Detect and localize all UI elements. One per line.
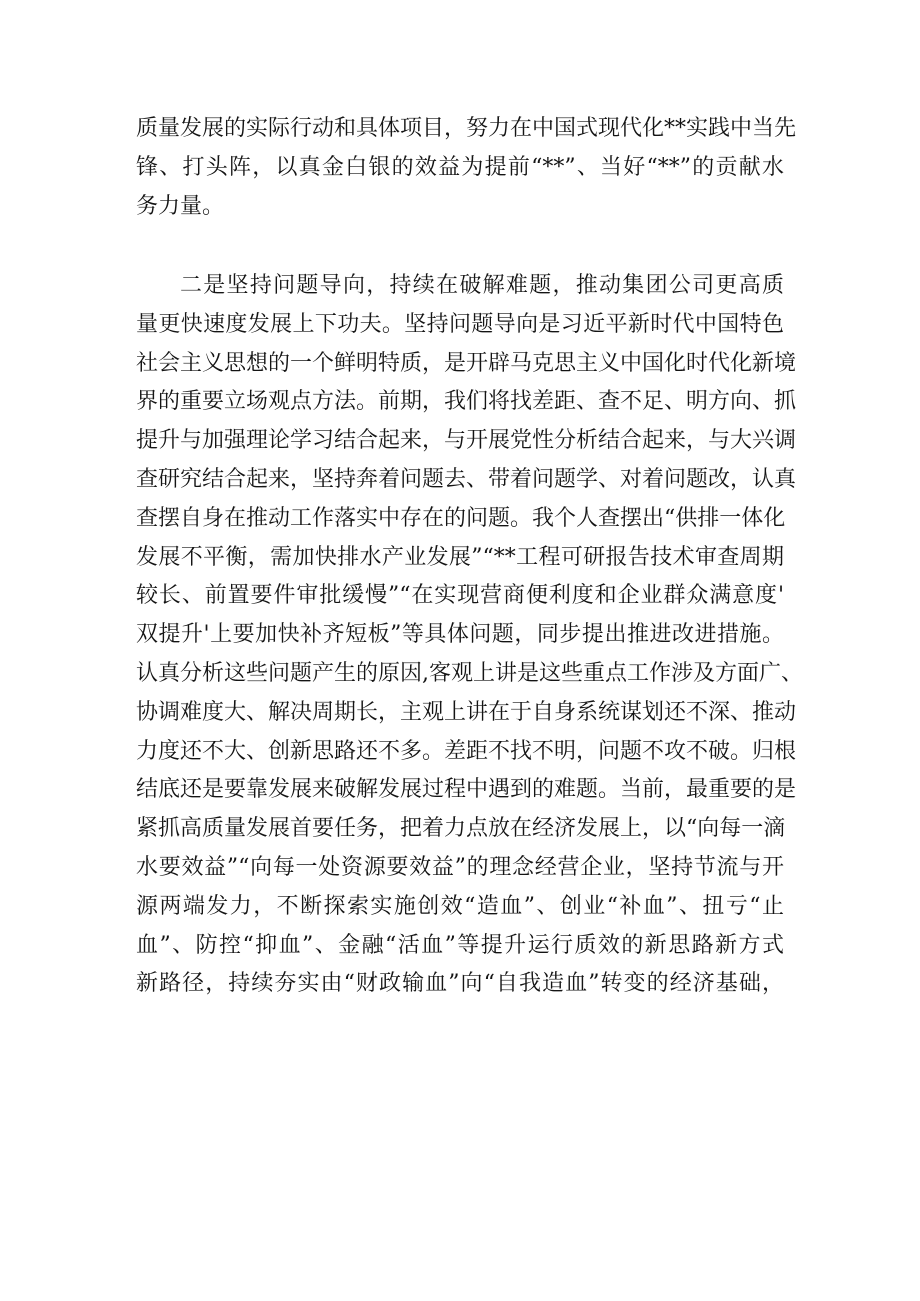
text-line: 界的重要立场观点方法。前期，我们将找差距、查不足、明方向、抓 <box>136 389 797 415</box>
text-line: 双提升'上要加快补齐短板”等具体问题，同步提出推进改进措施。 <box>136 622 784 648</box>
text-line: 二是坚持问题导向，持续在破解难题，推动集团公司更高质 <box>180 273 784 298</box>
text-line: 社会主义思想的一个鲜明特质，是开辟马克思主义中国化时代化新境 <box>136 350 797 376</box>
text-line: 新路径，持续夯实由“财政输血”向“自我造血”转变的经济基础， <box>136 971 784 997</box>
text-line: 源两端发力，不断探索实施创效“造血”、创业“补血”、扭亏“止 <box>136 893 784 919</box>
text-line: 发展不平衡，需加快排水产业发展”“**工程可研报告技术审查周期 <box>136 544 784 570</box>
text-line: 紧抓高质量发展首要任务，把着力点放在经济发展上，以“向每一滴 <box>136 816 786 842</box>
text-line: 力度还不大、创新思路还不多。差距不找不明，问题不攻不破。归根 <box>136 738 797 764</box>
text-line: 量更快速度发展上下功夫。坚持问题导向是习近平新时代中国特色 <box>136 311 784 337</box>
text-line: 协调难度大、解决周期长，主观上讲在于自身系统谋划还不深、推动 <box>136 699 797 725</box>
text-line: 提升与加强理论学习结合起来，与开展党性分析结合起来，与大兴调 <box>136 428 797 454</box>
text-line: 查研究结合起来，坚持奔着问题去、带着问题学、对着问题改，认真 <box>136 466 797 492</box>
text-line: 血”、防控“抑血”、金融“活血”等提升运行质效的新思路新方式 <box>136 932 784 958</box>
text-line: 质量发展的实际行动和具体项目，努力在中国式现代化**实践中当先 <box>136 116 797 141</box>
text-line: 认真分析这些问题产生的原因,客观上讲是这些重点工作涉及方面广、 <box>136 660 803 686</box>
paragraph-continued <box>136 110 797 226</box>
text-line: 务力量。 <box>136 193 225 219</box>
text-line: 查摆自身在推动工作落实中存在的问题。我个人查摆出“供排一体化 <box>136 505 786 531</box>
text-line: 较长、前置要件审批缓慢”“在实现营商便利度和企业群众满意度' <box>136 583 784 609</box>
text-line: 水要效益”“向每一处资源要效益”的理念经营企业，坚持节流与开 <box>136 854 784 880</box>
text-line: 结底还是要靠发展来破解发展过程中遇到的难题。当前，最重要的是 <box>136 777 797 803</box>
paragraph-two <box>136 267 803 1004</box>
text-line: 锋、打头阵，以真金白银的效益为提前“**”、当好“**”的贡献水 <box>136 154 784 180</box>
